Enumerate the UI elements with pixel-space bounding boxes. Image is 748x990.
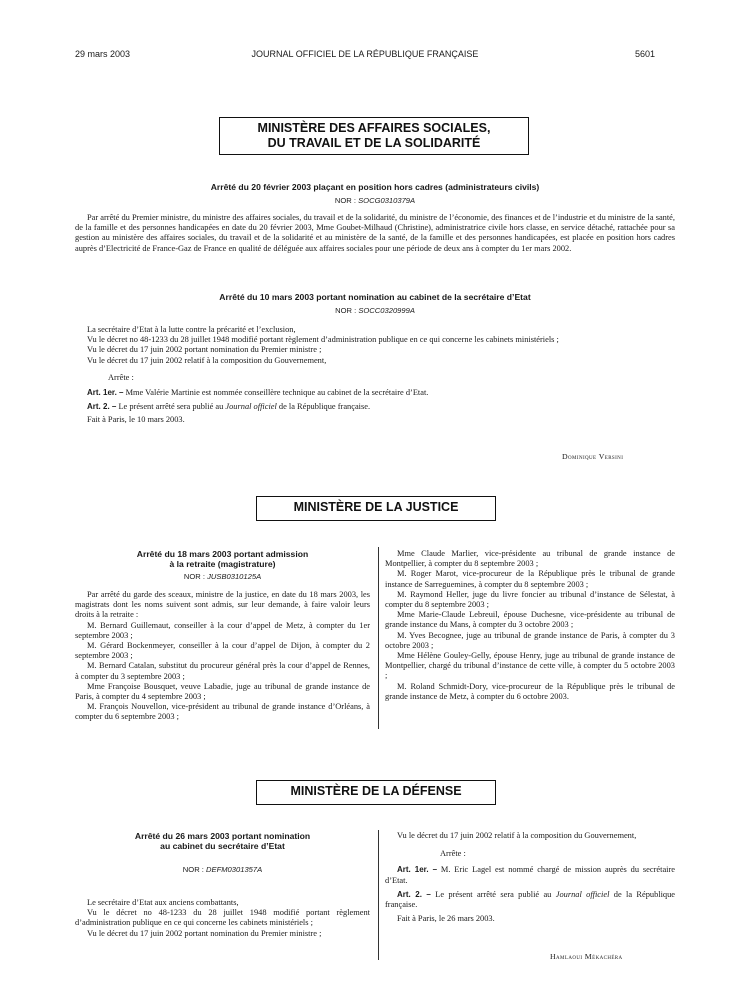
ministry-line-1: MINISTÈRE DE LA JUSTICE bbox=[293, 500, 459, 514]
list-item: M. Bernard Catalan, substitut du procureur général près la cour d’appel de Rennes, à compter du 3 septembre 2003 ; bbox=[75, 661, 370, 681]
decree-2-p1: La secrétaire d’Etat à la lutte contre la précarité et l’exclusion, bbox=[87, 325, 296, 334]
decree-4-article-1 bbox=[385, 865, 675, 885]
nor-label: NOR : bbox=[183, 572, 205, 581]
list-item: M. Raymond Heller, juge du livre foncier au tribunal d’instance de Sélestat, à compter du 8 septembre 2003 ; bbox=[385, 589, 675, 610]
nor-label: NOR : bbox=[334, 196, 356, 205]
article-text-a: Le présent arrêté sera publié au bbox=[118, 402, 224, 412]
decree-4-p2: Vu le décret no 48-1233 du 28 juillet 1948 modifié portant règlement d’administration publique en ce qui concerne les cabinets ministériels ; bbox=[75, 908, 370, 928]
ministry-line-2: DU TRAVAIL ET DE LA SOLIDARITÉ bbox=[267, 136, 481, 150]
decree-2-p4: Vu le décret du 17 juin 2002 relatif à la composition du Gouvernement, bbox=[87, 355, 327, 365]
decree-2-fait: Fait à Paris, le 10 mars 2003. bbox=[87, 415, 185, 425]
decree-2-title: Arrêté du 10 mars 2003 portant nomination au cabinet de la secrétaire d’Etat bbox=[219, 292, 531, 302]
decree-3-right-column bbox=[385, 549, 675, 702]
list-item: M. Yves Becognee, juge au tribunal de grande instance de Paris, à compter du 3 octobre 2003 ; bbox=[385, 630, 675, 650]
decree-3-intro: Par arrêté du garde des sceaux, ministre de la justice, en date du 18 mars 2003, les magistrats dont les noms suivent sont admis, sur leur demande, à faire valoir leurs droits à la retraite : bbox=[75, 590, 370, 620]
journal-officiel-ref: Journal officiel bbox=[225, 402, 277, 412]
decree-4-nor bbox=[75, 865, 370, 874]
decree-3-title bbox=[75, 549, 370, 569]
list-item: M. François Nouvellon, vice-président au tribunal de grande instance d’Orléans, à compter du 6 septembre 2003 ; bbox=[75, 702, 370, 722]
article-label: Art. 2. – bbox=[397, 889, 431, 899]
decree-1-text: Par arrêté du Premier ministre, du ministre des affaires sociales, du travail et de la solidarité, du ministre de l’économie, des finances et de l’industrie et du ministre de la santé, de la famille et des personnes handicapées en date du 20 février 2003, Mme Goubet-Milhaud (Christine), administratrice civile hors classe, en service détaché, rattachée pour sa gestion au ministère des affaires sociales, du travail et de la solidarité et au ministère de la santé, de la famille et des personnes handicapées, est placée en position hors cadres auprès d’Electricité de France-Gaz de France en qualité de déléguée aux affaires sociales pour une période de deux ans à compter du 1er mars 2002. bbox=[75, 213, 675, 253]
article-text-b: de la République française. bbox=[278, 402, 371, 412]
header-journal-title: JOURNAL OFFICIEL DE LA RÉPUBLIQUE FRANÇAISE bbox=[251, 49, 479, 59]
article-label: Art. 1er. – bbox=[397, 865, 438, 875]
decree-4-p1: Le secrétaire d’Etat aux anciens combattants, bbox=[87, 898, 239, 907]
decree-4-article-2 bbox=[385, 890, 675, 910]
ministry-box-defense bbox=[256, 780, 496, 805]
decree-3-left-column bbox=[75, 590, 370, 723]
page-header bbox=[75, 49, 655, 63]
decree-4-p4: Vu le décret du 17 juin 2002 relatif à la composition du Gouvernement, bbox=[397, 831, 637, 840]
decree-4-p3: Vu le décret du 17 juin 2002 portant nomination du Premier ministre ; bbox=[87, 928, 322, 938]
ministry-line-1: MINISTÈRE DE LA DÉFENSE bbox=[290, 784, 462, 798]
list-item: M. Roland Schmidt-Dory, vice-procureur de la République près le tribunal de grande instance de Metz, à compter du 6 octobre 2003. bbox=[385, 681, 675, 701]
decree-4-signature: Hamlaoui Mékachéra bbox=[550, 952, 623, 961]
ministry-box-justice bbox=[256, 496, 496, 521]
article-text: M. Eric Lagel est nommé chargé de mission auprès du secrétaire d’Etat. bbox=[385, 865, 675, 885]
nor-code: SOCC0320999A bbox=[358, 306, 415, 315]
article-text-a: Le présent arrêté sera publié au bbox=[435, 889, 552, 899]
nor-code: JUSB0310125A bbox=[207, 572, 262, 581]
article-text: Mme Valérie Martinie est nommée conseillère technique au cabinet de la secrétaire d’Etat. bbox=[125, 388, 429, 398]
nor-label: NOR : bbox=[182, 865, 204, 874]
journal-officiel-ref: Journal officiel bbox=[555, 889, 610, 899]
decree-4-right-column bbox=[385, 831, 675, 924]
article-text-b: de la République française. bbox=[385, 889, 676, 910]
list-item: Mme Marie-Claude Lebreuil, épouse Duchesne, vice-présidente au tribunal de grande instance du Mans, à compter du 3 octobre 2003 ; bbox=[385, 610, 675, 630]
column-divider bbox=[378, 547, 379, 729]
list-item: Mme Hélène Gouley-Gelly, épouse Henry, juge au tribunal de grande instance de Montpellier, chargé du tribunal d’instance de cette ville, à compter du 5 octobre 2003 ; bbox=[385, 651, 675, 681]
decree-3-title-line-1: Arrêté du 18 mars 2003 portant admission bbox=[136, 549, 309, 559]
decree-2-p3: Vu le décret du 17 juin 2002 portant nomination du Premier ministre ; bbox=[87, 345, 322, 355]
list-item: M. Bernard Guillemaut, conseiller à la cour d’appel de Metz, à compter du 1er septembre 2003 ; bbox=[75, 620, 370, 640]
decree-2-arrete: Arrête : bbox=[108, 372, 134, 382]
ministry-box-social-affairs bbox=[219, 117, 529, 155]
nor-code: SOCG0310379A bbox=[358, 196, 416, 205]
list-item: M. Roger Marot, vice-procureur de la République près le tribunal de grande instance de Sarreguemines, à compter du 8 septembre 2003 ; bbox=[385, 569, 675, 589]
nor-code: DEFM0301357A bbox=[206, 865, 263, 874]
decree-4-title-line-1: Arrêté du 26 mars 2003 portant nomination bbox=[134, 831, 311, 841]
decree-1-nor bbox=[75, 196, 675, 205]
decree-4-fait: Fait à Paris, le 26 mars 2003. bbox=[397, 914, 495, 924]
header-date: 29 mars 2003 bbox=[75, 49, 131, 59]
list-item: M. Gérard Bockenmeyer, conseiller à la cour d’appel de Dijon, à compter du 2 septembre 2003 ; bbox=[75, 641, 370, 661]
decree-4-title-line-2: au cabinet du secrétaire d’Etat bbox=[160, 841, 285, 851]
decree-2-article-1 bbox=[75, 388, 675, 398]
header-page-number: 5601 bbox=[634, 49, 655, 59]
list-item: Mme Françoise Bousquet, veuve Labadie, juge au tribunal de grande instance de Paris, à compter du 4 septembre 2003 ; bbox=[75, 681, 370, 702]
nor-label: NOR : bbox=[335, 306, 357, 315]
decree-2-article-2 bbox=[75, 402, 675, 412]
column-divider bbox=[378, 830, 379, 960]
decree-2-nor bbox=[75, 306, 675, 315]
decree-2-body bbox=[75, 325, 675, 426]
decree-1-title: Arrêté du 20 février 2003 plaçant en position hors cadres (administrateurs civils) bbox=[210, 182, 540, 192]
article-label: Art. 1er. – bbox=[87, 388, 124, 398]
decree-3-nor bbox=[75, 572, 370, 581]
decree-4-arrete: Arrête : bbox=[440, 849, 466, 859]
decree-3-title-line-2: à la retraite (magistrature) bbox=[169, 559, 276, 569]
decree-4-title bbox=[75, 831, 370, 851]
decree-2-signature: Dominique Versini bbox=[562, 452, 624, 461]
decree-4-left-column bbox=[75, 898, 370, 939]
ministry-line-1: MINISTÈRE DES AFFAIRES SOCIALES, bbox=[257, 121, 491, 135]
decree-1-body bbox=[75, 213, 675, 254]
list-item: Mme Claude Marlier, vice-présidente au tribunal de grande instance de Montpellier, à compter du 8 septembre 2003 ; bbox=[385, 549, 675, 569]
article-label: Art. 2. – bbox=[87, 402, 117, 412]
decree-2-p2: Vu le décret no 48-1233 du 28 juillet 1948 modifié portant règlement d’administration publique en ce qui concerne les cabinets ministériels ; bbox=[87, 335, 559, 345]
